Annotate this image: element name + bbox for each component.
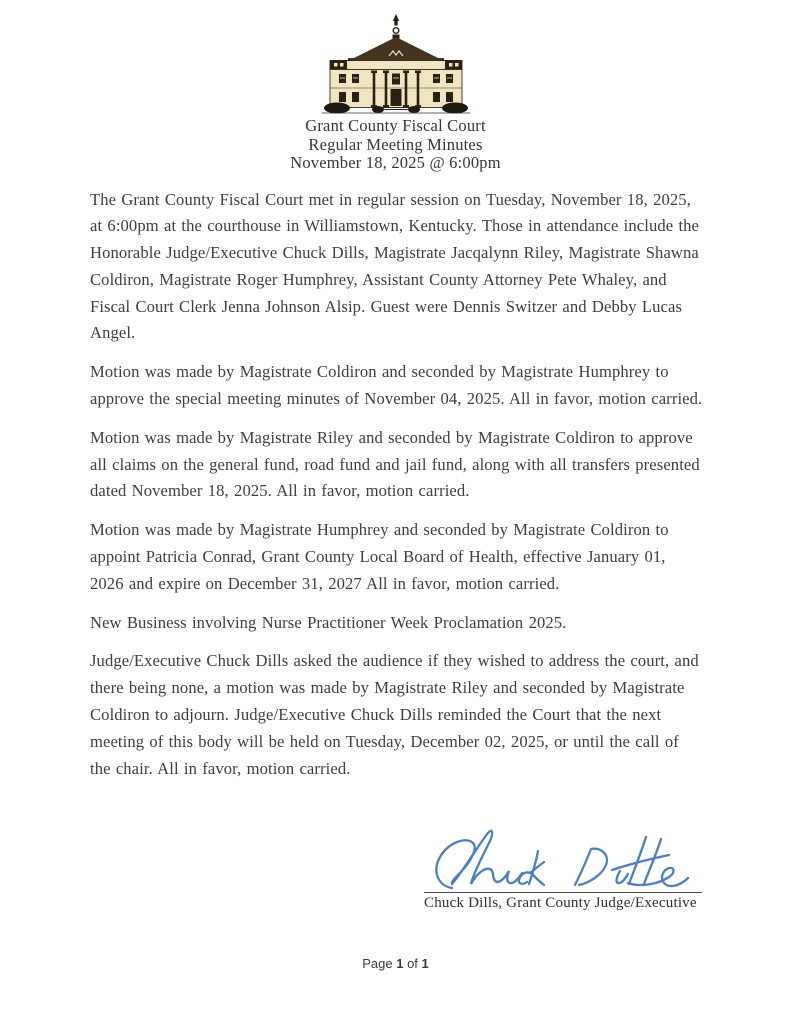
page-label: Page: [362, 956, 393, 972]
document-header: [314, 13, 478, 115]
signature-block: [424, 826, 702, 912]
courthouse-icon: [314, 13, 478, 115]
page-title: Grant County Fiscal Court: [305, 116, 486, 135]
meeting-datetime: November 18, 2025 @ 6:00pm: [290, 153, 501, 172]
current-page-number: 1: [396, 956, 404, 972]
minutes-body: [90, 187, 703, 783]
paragraph-adjournment: Judge/Executive Chuck Dills asked the audience if they wished to address the court, and there being none, a motion was made by Magistrate Riley and seconded by Magistrate Coldiron to adjourn. Judge/Executive Chuck Dills reminded the Court that the next meeting of this body will be held on Tuesday, December 02, 2025, or until the call of the chair. All in favor, motion carried.: [90, 651, 699, 778]
signature-image: [426, 826, 702, 902]
paragraph-motion-minutes-approval: Motion was made by Magistrate Coldiron and seconded by Magistrate Humphrey to approve the special meeting minutes of November 04, 2025. All in favor, motion carried.: [90, 362, 703, 409]
paragraph-motion-claims: Motion was made by Magistrate Riley and seconded by Magistrate Coldiron to approve all claims on the general fund, road fund and jail fund, along with all transfers presented dated November 18, 2025. All in favor, motion carried.: [90, 427, 700, 501]
meeting-subtitle: Regular Meeting Minutes: [308, 134, 483, 154]
paragraph-attendance: The Grant County Fiscal Court met in regular session on Tuesday, November 18, 2025, at 6:00pm at the courthouse in Williamstown, Kentucky. Those in attendance include the Honorable Judge/Executive Chuck Dills, Magistrate Jacqalynn Riley, Magistrate Shawna Coldiron, Magistrate Roger Humphrey, Assistant County Attorney Pete Whaley, and Fiscal Court Clerk Jenna Johnson Alsip. Guest were Dennis Switzer and Debby Lucas Angel.: [90, 189, 700, 343]
page-footer: [0, 956, 791, 971]
paragraph-motion-board-appointment: Motion was made by Magistrate Humphrey and seconded by Magistrate Coldiron to appoint Patricia Conrad, Grant County Local Board of Health, effective January 01, 2026 and expire on December 31, 2027 All in favor, motion carried.: [90, 520, 669, 593]
of-label: of: [407, 956, 418, 972]
total-page-number: 1: [421, 956, 429, 972]
paragraph-new-business: New Business involving Nurse Practitioner Week Proclamation 2025.: [90, 612, 567, 632]
title-block: [0, 117, 791, 173]
signatory-name-title: Chuck Dills, Grant County Judge/Executive: [424, 895, 697, 912]
